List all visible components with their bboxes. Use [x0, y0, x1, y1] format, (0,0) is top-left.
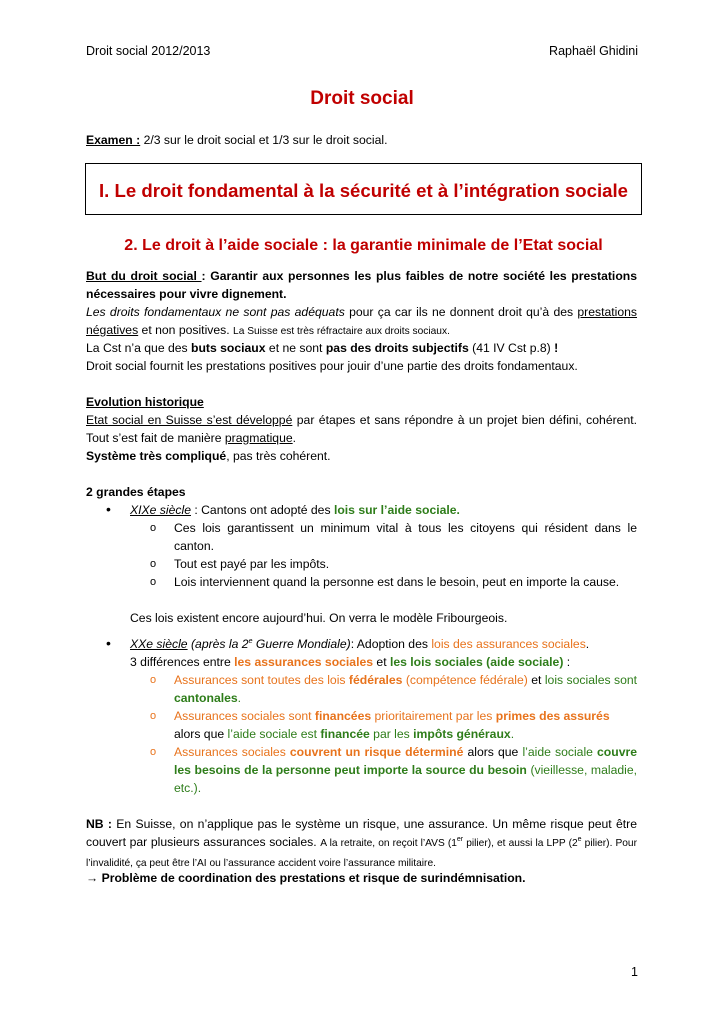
- but-paragraph: [86, 267, 637, 303]
- text-fragment: les assurances sociales: [234, 655, 374, 669]
- sub-item: Ces lois garantissent un minimum vital à tous les citoyens qui résident dans le canton.: [174, 521, 637, 553]
- bullet-icon: •: [106, 501, 111, 517]
- text-fragment: e: [577, 835, 582, 843]
- text-fragment: pas des droits subjectifs: [325, 341, 469, 355]
- text-fragment: alors que: [174, 727, 228, 741]
- text-fragment: Assurances sont toutes des lois: [174, 673, 349, 687]
- but-label: But du droit social: [86, 269, 202, 283]
- text-fragment: Assurances sociales sont: [174, 709, 315, 723]
- etapes-heading: [86, 483, 637, 501]
- text-fragment: Guerre Mondiale): [252, 637, 351, 651]
- evolution-paragraph: [86, 411, 637, 465]
- text-fragment: .: [237, 691, 242, 705]
- text-fragment: pour ça car ils ne donnent droit qu’à des: [344, 305, 578, 319]
- text-fragment: pilier). Pour l’invalidité, ça peut être l’AI ou l’assurance accident voire l’assurance militaire.: [86, 838, 637, 869]
- text-fragment: lois des assurances sociales: [431, 637, 586, 651]
- list-item-xixe: [130, 501, 637, 519]
- exam-line: [86, 131, 387, 149]
- exam-label: Examen :: [86, 133, 141, 147]
- text-fragment: NB :: [86, 817, 112, 831]
- sub-item: Tout est payé par les impôts.: [174, 557, 330, 571]
- text-fragment: (après la 2: [187, 637, 249, 651]
- text-fragment: : Cantons ont adopté des: [190, 503, 334, 517]
- exam-text: 2/3 sur le droit social et 1/3 sur le droit social.: [140, 133, 388, 147]
- text-fragment: .: [585, 637, 590, 651]
- paragraph-cst: [86, 339, 637, 357]
- text-fragment: cantonales: [174, 691, 238, 705]
- after-list-text: Ces lois existent encore aujourd’hui. On verra le modèle Fribourgeois.: [130, 611, 508, 625]
- text-fragment: Evolution historique: [86, 395, 204, 409]
- text-fragment: et: [527, 673, 545, 687]
- text-fragment: XIXe siècle: [130, 503, 191, 517]
- text-fragment: l’aide sociale est: [227, 727, 321, 741]
- text-fragment: (compétence fédérale): [402, 673, 528, 687]
- but-colon: :: [201, 269, 211, 283]
- text-fragment: alors que: [463, 745, 523, 759]
- text-fragment: l’aide sociale: [522, 745, 598, 759]
- arrow-right-icon: →: [86, 871, 99, 885]
- text-fragment: pragmatique: [224, 431, 293, 445]
- text-fragment: lois sur l’aide sociale.: [333, 503, 460, 517]
- text-fragment: et: [373, 655, 390, 669]
- nb-paragraph: [86, 815, 637, 873]
- text-fragment: er: [456, 835, 464, 843]
- text-fragment: couvrent un risque déterminé: [289, 745, 464, 759]
- difference-item-1: [174, 671, 637, 707]
- text-fragment: .: [510, 727, 515, 741]
- circle-bullet-icon: o: [150, 674, 157, 686]
- text-fragment: e: [248, 637, 253, 645]
- paragraph-droits-fondamentaux: [86, 303, 637, 341]
- text-fragment: couvre les besoins de la personne peut importe la source du besoin: [174, 745, 637, 777]
- but-text: Garantir aux personnes les plus faibles de notre société les prestations nécessaires pour vivre dignement.: [86, 269, 637, 301]
- text-fragment: (41 IV Cst p.8): [468, 341, 555, 355]
- circle-bullet-icon: o: [150, 522, 157, 534]
- text-fragment: Les droits fondamentaux ne sont pas adéquats: [86, 305, 345, 319]
- bullet-icon: •: [106, 635, 111, 651]
- text-fragment: En Suisse, on n’applique pas le système un risque, une assurance. Un même risque peut être couvert par plusieurs assurances sociales.: [86, 817, 637, 849]
- difference-item-2: [174, 707, 637, 743]
- text-fragment: et non positives.: [138, 323, 234, 337]
- text-fragment: prioritairement par les: [371, 709, 496, 723]
- difference-item-3: [174, 743, 637, 797]
- text-fragment: Problème de coordination des prestations et risque de surindémnisation.: [98, 871, 526, 885]
- text-fragment: A la retraite, on reçoit l’AVS (1: [320, 838, 457, 849]
- text-fragment: 2 grandes étapes: [86, 485, 186, 499]
- page-number: 1: [631, 965, 638, 979]
- text-fragment: La Cst n’a que des: [86, 341, 192, 355]
- text-fragment: par étapes et sans répondre à un projet bien défini, cohérent. Tout s’est fait de manière: [86, 413, 637, 445]
- text-fragment: : Adoption des: [350, 637, 432, 651]
- text-fragment: les lois sociales (aide sociale): [389, 655, 564, 669]
- differences-line: [130, 653, 637, 671]
- text-fragment: !: [554, 341, 559, 355]
- conclusion-line: [86, 869, 637, 887]
- text-fragment: 3 différences entre: [130, 655, 235, 669]
- text-fragment: prestations négatives: [86, 305, 638, 337]
- circle-bullet-icon: o: [150, 558, 157, 570]
- header-right: Raphaël Ghidini: [549, 44, 638, 58]
- evolution-heading: [86, 393, 637, 411]
- text-fragment: et ne sont: [265, 341, 326, 355]
- text-fragment: XXe siècle: [130, 637, 188, 651]
- text-fragment: buts sociaux: [191, 341, 266, 355]
- section-heading-1: I. Le droit fondamental à la sécurité et à l’intégration sociale: [98, 180, 629, 201]
- text-fragment: financée: [320, 727, 370, 741]
- text-fragment: impôts généraux: [413, 727, 511, 741]
- page-title: Droit social: [310, 88, 414, 109]
- text-fragment: financées: [314, 709, 372, 723]
- text-fragment: lois sociales sont: [544, 673, 638, 687]
- header-left: Droit social 2012/2013: [86, 44, 211, 58]
- text-fragment: , pas très cohérent.: [226, 449, 331, 463]
- text-fragment: Système très compliqué: [86, 449, 227, 463]
- text-fragment: (vieillesse, maladie, etc.).: [174, 763, 637, 795]
- circle-bullet-icon: o: [150, 576, 157, 588]
- text-fragment: .: [292, 431, 297, 445]
- list-item-xxe: [130, 635, 637, 653]
- text-fragment: par les: [369, 727, 414, 741]
- text-fragment: fédérales: [348, 673, 403, 687]
- text-fragment: :: [563, 655, 571, 669]
- text-fragment: pilier), et aussi la LPP (2: [463, 838, 578, 849]
- text-fragment: Etat social en Suisse s’est développé: [86, 413, 293, 427]
- sub-item: Lois interviennent quand la personne est dans le besoin, peut en importe la cause.: [174, 575, 620, 589]
- section-heading-2: 2. Le droit à l’aide sociale : la garantie minimale de l’Etat social: [124, 237, 603, 254]
- text-fragment: La Suisse est très réfractaire aux droits sociaux.: [233, 326, 450, 337]
- text-fragment: Assurances sociales: [174, 745, 290, 759]
- paragraph-prestations: Droit social fournit les prestations positives pour jouir d’une partie des droits fondamentaux.: [86, 359, 578, 373]
- circle-bullet-icon: o: [150, 710, 157, 722]
- circle-bullet-icon: o: [150, 746, 157, 758]
- text-fragment: primes des assurés: [495, 709, 610, 723]
